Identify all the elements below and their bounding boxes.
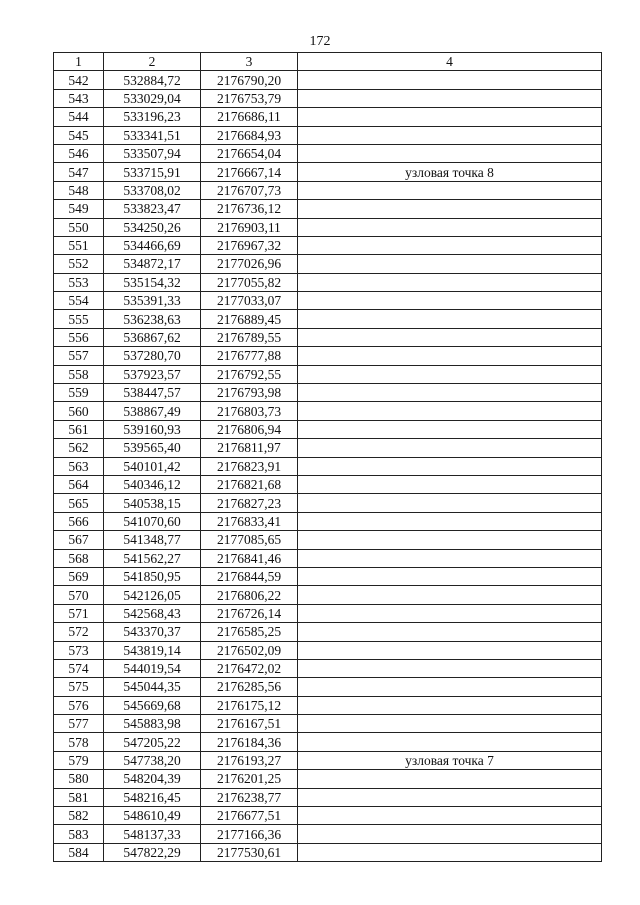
table-row	[54, 255, 602, 273]
x-coordinate-cell: 542126,05	[104, 586, 201, 604]
y-coordinate-cell: 2176472,02	[201, 659, 298, 677]
table-row	[54, 696, 602, 714]
note-cell	[298, 586, 602, 604]
note-cell	[298, 144, 602, 162]
note-cell	[298, 439, 602, 457]
x-coordinate-cell: 540101,42	[104, 457, 201, 475]
note-cell	[298, 549, 602, 567]
x-coordinate-cell: 541562,27	[104, 549, 201, 567]
point-number-cell: 558	[54, 365, 104, 383]
x-coordinate-cell: 536238,63	[104, 310, 201, 328]
y-coordinate-cell: 2176806,22	[201, 586, 298, 604]
y-coordinate-cell: 2176175,12	[201, 696, 298, 714]
note-cell	[298, 292, 602, 310]
point-number-cell: 574	[54, 659, 104, 677]
x-coordinate-cell: 541348,77	[104, 531, 201, 549]
table-row	[54, 843, 602, 861]
point-number-cell: 542	[54, 71, 104, 89]
x-coordinate-cell: 533823,47	[104, 200, 201, 218]
x-coordinate-cell: 539160,93	[104, 420, 201, 438]
header-col-3: 3	[201, 53, 298, 71]
y-coordinate-cell: 2177055,82	[201, 273, 298, 291]
note-cell	[298, 310, 602, 328]
y-coordinate-cell: 2176803,73	[201, 402, 298, 420]
note-cell	[298, 236, 602, 254]
y-coordinate-cell: 2176903,11	[201, 218, 298, 236]
note-cell	[298, 770, 602, 788]
x-coordinate-cell: 535391,33	[104, 292, 201, 310]
note-cell	[298, 604, 602, 622]
point-number-cell: 579	[54, 751, 104, 769]
table-row	[54, 89, 602, 107]
point-number-cell: 575	[54, 678, 104, 696]
point-number-cell: 543	[54, 89, 104, 107]
y-coordinate-cell: 2176823,91	[201, 457, 298, 475]
y-coordinate-cell: 2176833,41	[201, 512, 298, 530]
table-row	[54, 678, 602, 696]
table-row	[54, 273, 602, 291]
point-number-cell: 552	[54, 255, 104, 273]
header-col-4: 4	[298, 53, 602, 71]
table-row	[54, 236, 602, 254]
point-number-cell: 553	[54, 273, 104, 291]
x-coordinate-cell: 537280,70	[104, 347, 201, 365]
table-row	[54, 788, 602, 806]
point-number-cell: 565	[54, 494, 104, 512]
table-row	[54, 494, 602, 512]
note-cell	[298, 218, 602, 236]
page-number: 172	[309, 34, 331, 49]
note-cell	[298, 567, 602, 585]
x-coordinate-cell: 548204,39	[104, 770, 201, 788]
point-number-cell: 550	[54, 218, 104, 236]
note-cell	[298, 807, 602, 825]
point-number-cell: 584	[54, 843, 104, 861]
note-cell	[298, 200, 602, 218]
y-coordinate-cell: 2176753,79	[201, 89, 298, 107]
x-coordinate-cell: 533341,51	[104, 126, 201, 144]
note-cell	[298, 843, 602, 861]
note-cell	[298, 678, 602, 696]
note-cell	[298, 126, 602, 144]
note-cell	[298, 273, 602, 291]
note-cell	[298, 347, 602, 365]
table-row	[54, 347, 602, 365]
point-number-cell: 564	[54, 475, 104, 493]
y-coordinate-cell: 2176844,59	[201, 567, 298, 585]
note-cell	[298, 494, 602, 512]
note-cell	[298, 512, 602, 530]
table-row	[54, 420, 602, 438]
y-coordinate-cell: 2176285,56	[201, 678, 298, 696]
point-number-cell: 571	[54, 604, 104, 622]
table-row	[54, 292, 602, 310]
y-coordinate-cell: 2176667,14	[201, 163, 298, 181]
point-number-cell: 573	[54, 641, 104, 659]
y-coordinate-cell: 2176889,45	[201, 310, 298, 328]
table-row	[54, 163, 602, 181]
note-cell	[298, 825, 602, 843]
point-number-cell: 556	[54, 328, 104, 346]
x-coordinate-cell: 547205,22	[104, 733, 201, 751]
x-coordinate-cell: 533507,94	[104, 144, 201, 162]
point-number-cell: 563	[54, 457, 104, 475]
table-row	[54, 439, 602, 457]
point-number-cell: 557	[54, 347, 104, 365]
y-coordinate-cell: 2176793,98	[201, 384, 298, 402]
x-coordinate-cell: 547822,29	[104, 843, 201, 861]
table-row	[54, 181, 602, 199]
point-number-cell: 567	[54, 531, 104, 549]
note-cell	[298, 641, 602, 659]
point-number-cell: 568	[54, 549, 104, 567]
x-coordinate-cell: 545883,98	[104, 715, 201, 733]
point-number-cell: 547	[54, 163, 104, 181]
point-number-cell: 580	[54, 770, 104, 788]
x-coordinate-cell: 544019,54	[104, 659, 201, 677]
point-number-cell: 577	[54, 715, 104, 733]
point-number-cell: 545	[54, 126, 104, 144]
note-cell: узловая точка 8	[298, 163, 602, 181]
x-coordinate-cell: 536867,62	[104, 328, 201, 346]
point-number-cell: 561	[54, 420, 104, 438]
y-coordinate-cell: 2176811,97	[201, 439, 298, 457]
table-row	[54, 457, 602, 475]
x-coordinate-cell: 540346,12	[104, 475, 201, 493]
x-coordinate-cell: 545044,35	[104, 678, 201, 696]
x-coordinate-cell: 539565,40	[104, 439, 201, 457]
y-coordinate-cell: 2176736,12	[201, 200, 298, 218]
y-coordinate-cell: 2176726,14	[201, 604, 298, 622]
header-row	[54, 53, 602, 71]
y-coordinate-cell: 2176585,25	[201, 623, 298, 641]
note-cell: узловая точка 7	[298, 751, 602, 769]
table-row	[54, 310, 602, 328]
x-coordinate-cell: 548137,33	[104, 825, 201, 843]
table-row	[54, 108, 602, 126]
x-coordinate-cell: 540538,15	[104, 494, 201, 512]
x-coordinate-cell: 533029,04	[104, 89, 201, 107]
y-coordinate-cell: 2176777,88	[201, 347, 298, 365]
y-coordinate-cell: 2176806,94	[201, 420, 298, 438]
note-cell	[298, 365, 602, 383]
table-header	[54, 53, 602, 71]
y-coordinate-cell: 2177530,61	[201, 843, 298, 861]
note-cell	[298, 255, 602, 273]
point-number-cell: 544	[54, 108, 104, 126]
x-coordinate-cell: 543370,37	[104, 623, 201, 641]
table-row	[54, 623, 602, 641]
note-cell	[298, 108, 602, 126]
x-coordinate-cell: 548216,45	[104, 788, 201, 806]
note-cell	[298, 402, 602, 420]
point-number-cell: 548	[54, 181, 104, 199]
point-number-cell: 570	[54, 586, 104, 604]
x-coordinate-cell: 535154,32	[104, 273, 201, 291]
table-row	[54, 328, 602, 346]
note-cell	[298, 788, 602, 806]
x-coordinate-cell: 541850,95	[104, 567, 201, 585]
table-row	[54, 567, 602, 585]
y-coordinate-cell: 2176789,55	[201, 328, 298, 346]
y-coordinate-cell: 2177085,65	[201, 531, 298, 549]
note-cell	[298, 696, 602, 714]
table-row	[54, 71, 602, 89]
table-row	[54, 126, 602, 144]
point-number-cell: 560	[54, 402, 104, 420]
note-cell	[298, 328, 602, 346]
x-coordinate-cell: 537923,57	[104, 365, 201, 383]
x-coordinate-cell: 538867,49	[104, 402, 201, 420]
y-coordinate-cell: 2176684,93	[201, 126, 298, 144]
point-number-cell: 583	[54, 825, 104, 843]
y-coordinate-cell: 2176821,68	[201, 475, 298, 493]
point-number-cell: 578	[54, 733, 104, 751]
y-coordinate-cell: 2176967,32	[201, 236, 298, 254]
table-row	[54, 586, 602, 604]
y-coordinate-cell: 2176201,25	[201, 770, 298, 788]
point-number-cell: 546	[54, 144, 104, 162]
x-coordinate-cell: 545669,68	[104, 696, 201, 714]
note-cell	[298, 89, 602, 107]
x-coordinate-cell: 533708,02	[104, 181, 201, 199]
table-row	[54, 402, 602, 420]
y-coordinate-cell: 2176792,55	[201, 365, 298, 383]
y-coordinate-cell: 2176167,51	[201, 715, 298, 733]
y-coordinate-cell: 2176654,04	[201, 144, 298, 162]
header-col-2: 2	[104, 53, 201, 71]
y-coordinate-cell: 2176193,27	[201, 751, 298, 769]
note-cell	[298, 715, 602, 733]
table-row	[54, 218, 602, 236]
x-coordinate-cell: 532884,72	[104, 71, 201, 89]
table-row	[54, 475, 602, 493]
x-coordinate-cell: 534466,69	[104, 236, 201, 254]
y-coordinate-cell: 2176238,77	[201, 788, 298, 806]
table-row	[54, 807, 602, 825]
table-row	[54, 641, 602, 659]
point-number-cell: 554	[54, 292, 104, 310]
x-coordinate-cell: 533196,23	[104, 108, 201, 126]
note-cell	[298, 181, 602, 199]
y-coordinate-cell: 2176184,36	[201, 733, 298, 751]
x-coordinate-cell: 542568,43	[104, 604, 201, 622]
x-coordinate-cell: 534872,17	[104, 255, 201, 273]
table-row	[54, 715, 602, 733]
table-body	[54, 71, 602, 862]
y-coordinate-cell: 2177033,07	[201, 292, 298, 310]
note-cell	[298, 623, 602, 641]
y-coordinate-cell: 2176502,09	[201, 641, 298, 659]
table-row	[54, 659, 602, 677]
note-cell	[298, 71, 602, 89]
x-coordinate-cell: 534250,26	[104, 218, 201, 236]
note-cell	[298, 733, 602, 751]
y-coordinate-cell: 2176677,51	[201, 807, 298, 825]
header-col-1: 1	[54, 53, 104, 71]
table-row	[54, 512, 602, 530]
y-coordinate-cell: 2177026,96	[201, 255, 298, 273]
point-number-cell: 576	[54, 696, 104, 714]
y-coordinate-cell: 2176827,23	[201, 494, 298, 512]
table-row	[54, 770, 602, 788]
table-row	[54, 733, 602, 751]
point-number-cell: 582	[54, 807, 104, 825]
x-coordinate-cell: 533715,91	[104, 163, 201, 181]
table-row	[54, 531, 602, 549]
note-cell	[298, 659, 602, 677]
point-number-cell: 581	[54, 788, 104, 806]
x-coordinate-cell: 543819,14	[104, 641, 201, 659]
x-coordinate-cell: 541070,60	[104, 512, 201, 530]
point-number-cell: 572	[54, 623, 104, 641]
point-number-cell: 569	[54, 567, 104, 585]
y-coordinate-cell: 2176841,46	[201, 549, 298, 567]
coordinates-table	[53, 52, 602, 862]
y-coordinate-cell: 2176707,73	[201, 181, 298, 199]
point-number-cell: 555	[54, 310, 104, 328]
y-coordinate-cell: 2177166,36	[201, 825, 298, 843]
table-row	[54, 604, 602, 622]
x-coordinate-cell: 538447,57	[104, 384, 201, 402]
note-cell	[298, 475, 602, 493]
y-coordinate-cell: 2176686,11	[201, 108, 298, 126]
point-number-cell: 562	[54, 439, 104, 457]
x-coordinate-cell: 548610,49	[104, 807, 201, 825]
table-row	[54, 365, 602, 383]
table-row	[54, 825, 602, 843]
note-cell	[298, 531, 602, 549]
y-coordinate-cell: 2176790,20	[201, 71, 298, 89]
note-cell	[298, 384, 602, 402]
note-cell	[298, 457, 602, 475]
table-row	[54, 144, 602, 162]
point-number-cell: 551	[54, 236, 104, 254]
x-coordinate-cell: 547738,20	[104, 751, 201, 769]
point-number-cell: 549	[54, 200, 104, 218]
note-cell	[298, 420, 602, 438]
point-number-cell: 559	[54, 384, 104, 402]
table-row	[54, 751, 602, 769]
table-row	[54, 384, 602, 402]
table-row	[54, 200, 602, 218]
table-row	[54, 549, 602, 567]
point-number-cell: 566	[54, 512, 104, 530]
